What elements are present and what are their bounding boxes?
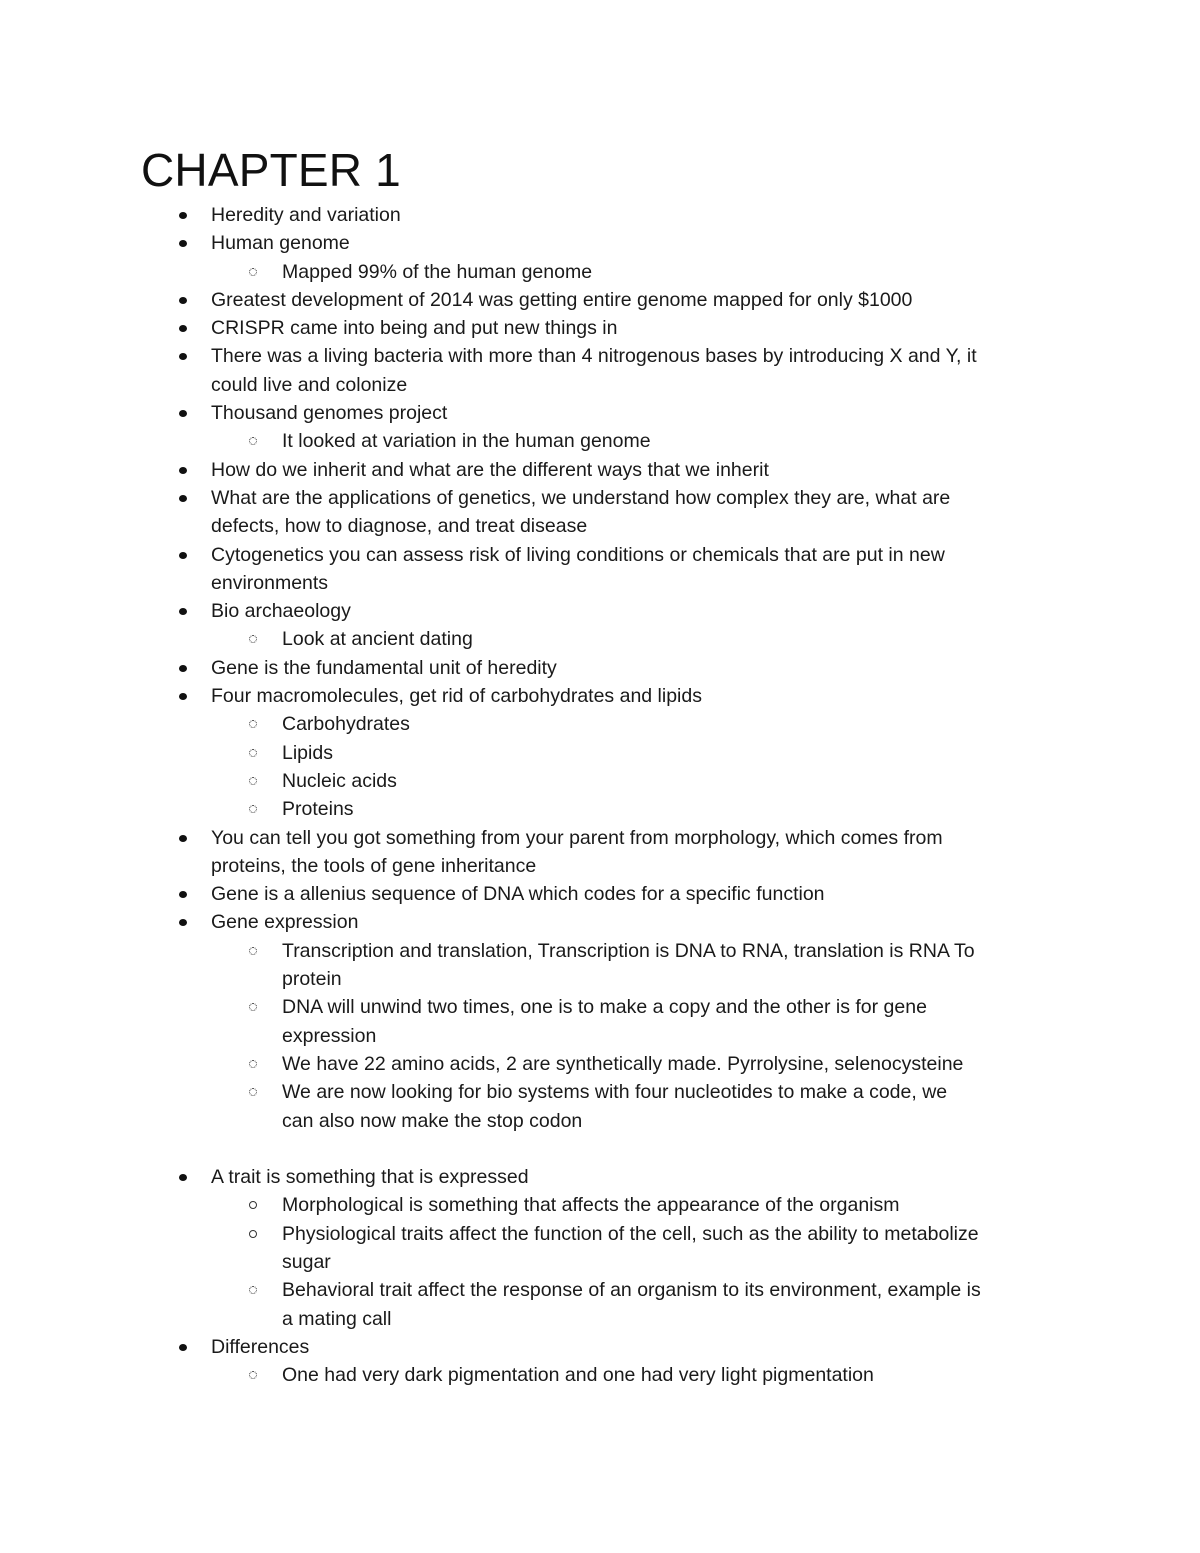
list-item-text: Mapped 99% of the human genome bbox=[282, 260, 593, 283]
list-item-text: expression bbox=[282, 1024, 377, 1047]
list-item-text: A trait is something that is expressed bbox=[211, 1166, 529, 1189]
bullet-disc-icon bbox=[179, 552, 187, 559]
bullet-disc-icon bbox=[179, 693, 187, 700]
list-item bbox=[0, 541, 1200, 569]
list-item-continuation bbox=[0, 371, 1200, 399]
sub-list-item bbox=[0, 1191, 1200, 1219]
list-item-text: Human genome bbox=[211, 232, 350, 255]
bullet-disc-icon bbox=[179, 297, 187, 304]
bullet-circle-icon bbox=[249, 1201, 257, 1209]
bullet-disc-icon bbox=[179, 410, 187, 417]
list-item-text: Gene expression bbox=[211, 911, 359, 934]
bullet-circle-icon bbox=[249, 777, 257, 785]
list-item bbox=[0, 286, 1200, 314]
list-item bbox=[0, 201, 1200, 229]
bullet-circle-icon bbox=[249, 1003, 257, 1011]
list-item bbox=[0, 1333, 1200, 1361]
list-item bbox=[0, 880, 1200, 908]
list-item bbox=[0, 682, 1200, 710]
sub-list-item bbox=[0, 1276, 1200, 1304]
bullet-circle-icon bbox=[249, 720, 257, 728]
sub-list-item bbox=[0, 795, 1200, 823]
bullet-disc-icon bbox=[179, 1344, 187, 1351]
list-item bbox=[0, 342, 1200, 370]
blank-line bbox=[0, 1135, 1200, 1163]
list-item-continuation bbox=[0, 1305, 1200, 1333]
list-item-continuation bbox=[0, 852, 1200, 880]
sub-list-item bbox=[0, 1361, 1200, 1389]
bullet-disc-icon bbox=[179, 891, 187, 898]
bullet-circle-icon bbox=[249, 1060, 257, 1068]
list-item-continuation bbox=[0, 569, 1200, 597]
list-item-text: Heredity and variation bbox=[211, 204, 401, 226]
sub-list-item bbox=[0, 625, 1200, 653]
list-item bbox=[0, 597, 1200, 625]
list-item-text: sugar bbox=[282, 1250, 331, 1273]
list-item-text: DNA will unwind two times, one is to make a copy and the other is for gene bbox=[282, 996, 927, 1019]
list-item-continuation bbox=[0, 1022, 1200, 1050]
list-item-text: proteins, the tools of gene inheritance bbox=[211, 854, 537, 877]
list-item bbox=[0, 654, 1200, 682]
list-item-text: There was a living bacteria with more than 4 nitrogenous bases by introducing X and Y, it bbox=[211, 345, 977, 368]
list-item bbox=[0, 824, 1200, 852]
sub-list-item bbox=[0, 937, 1200, 965]
list-item-text: Physiological traits affect the function of the cell, such as the ability to metabolize bbox=[282, 1222, 979, 1245]
list-item-text: Lipids bbox=[282, 741, 333, 764]
list-item bbox=[0, 399, 1200, 427]
list-item-text: Bio archaeology bbox=[211, 600, 351, 623]
list-item-text: You can tell you got something from your parent from morphology, which comes from bbox=[211, 826, 943, 849]
list-item-text: CRISPR came into being and put new things in bbox=[211, 317, 618, 340]
bullet-disc-icon bbox=[179, 467, 187, 474]
list-item-continuation bbox=[0, 965, 1200, 993]
list-item-text: We are now looking for bio systems with four nucleotides to make a code, we bbox=[282, 1081, 948, 1104]
bullet-disc-icon bbox=[179, 919, 187, 926]
bullet-circle-icon bbox=[249, 1286, 257, 1294]
notes-list bbox=[0, 201, 1200, 1389]
list-item-text: Cytogenetics you can assess risk of living conditions or chemicals that are put in new bbox=[211, 543, 945, 566]
bullet-circle-icon bbox=[249, 1230, 257, 1238]
list-item-text: Carbohydrates bbox=[282, 713, 410, 736]
list-item bbox=[0, 229, 1200, 257]
list-item-text: could live and colonize bbox=[211, 373, 408, 396]
bullet-disc-icon bbox=[179, 665, 187, 672]
sub-list-item bbox=[0, 739, 1200, 767]
sub-list-item bbox=[0, 258, 1200, 286]
bullet-circle-icon bbox=[249, 635, 257, 643]
list-item-text: One had very dark pigmentation and one had very light pigmentation bbox=[282, 1364, 874, 1387]
bullet-circle-icon bbox=[249, 437, 257, 445]
list-item bbox=[0, 484, 1200, 512]
list-item-text: What are the applications of genetics, we understand how complex they are, what are bbox=[211, 486, 951, 509]
bullet-disc-icon bbox=[179, 608, 187, 615]
bullet-disc-icon bbox=[179, 240, 187, 247]
list-item-text: Thousand genomes project bbox=[211, 402, 448, 425]
list-item bbox=[0, 456, 1200, 484]
bullet-disc-icon bbox=[179, 353, 187, 360]
sub-list-item bbox=[0, 1050, 1200, 1078]
sub-list-item bbox=[0, 993, 1200, 1021]
sub-list-item bbox=[0, 1078, 1200, 1106]
list-item-text: Gene is a allenius sequence of DNA which codes for a specific function bbox=[211, 883, 825, 906]
list-item-text: Proteins bbox=[282, 798, 354, 821]
bullet-disc-icon bbox=[179, 495, 187, 502]
bullet-circle-icon bbox=[249, 1371, 257, 1379]
list-item-text: Gene is the fundamental unit of heredity bbox=[211, 656, 557, 679]
bullet-circle-icon bbox=[249, 805, 257, 813]
list-item-text: defects, how to diagnose, and treat disease bbox=[211, 515, 588, 538]
bullet-circle-icon bbox=[249, 268, 257, 276]
list-item-text: Behavioral trait affect the response of an organism to its environment, example is bbox=[282, 1279, 981, 1302]
list-item-continuation bbox=[0, 1107, 1200, 1135]
list-item-text: protein bbox=[282, 968, 342, 991]
list-item-text: We have 22 amino acids, 2 are synthetically made. Pyrrolysine, selenocysteine bbox=[282, 1052, 964, 1075]
list-item-text: Morphological is something that affects the appearance of the organism bbox=[282, 1194, 900, 1217]
bullet-disc-icon bbox=[179, 325, 187, 332]
list-item bbox=[0, 908, 1200, 936]
sub-list-item bbox=[0, 710, 1200, 738]
list-item-text: Four macromolecules, get rid of carbohydrates and lipids bbox=[211, 685, 702, 708]
list-item bbox=[0, 314, 1200, 342]
sub-list-item bbox=[0, 1220, 1200, 1248]
list-item-text: Look at ancient dating bbox=[282, 628, 473, 651]
list-item-continuation bbox=[0, 1248, 1200, 1276]
list-item-text: environments bbox=[211, 571, 329, 594]
list-item-text: Transcription and translation, Transcription is DNA to RNA, translation is RNA To bbox=[282, 939, 975, 962]
bullet-disc-icon bbox=[179, 212, 187, 219]
list-item-text: a mating call bbox=[282, 1307, 392, 1330]
list-item-text: can also now make the stop codon bbox=[282, 1109, 583, 1132]
sub-list-item bbox=[0, 427, 1200, 455]
bullet-circle-icon bbox=[249, 947, 257, 955]
bullet-disc-icon bbox=[179, 1174, 187, 1181]
list-item-text: Greatest development of 2014 was getting entire genome mapped for only $1000 bbox=[211, 288, 913, 311]
bullet-circle-icon bbox=[249, 1088, 257, 1096]
list-item-continuation bbox=[0, 512, 1200, 540]
bullet-circle-icon bbox=[249, 749, 257, 757]
list-item bbox=[0, 1163, 1200, 1191]
list-item-text: How do we inherit and what are the different ways that we inherit bbox=[211, 458, 769, 481]
bullet-disc-icon bbox=[179, 835, 187, 842]
sub-list-item bbox=[0, 767, 1200, 795]
list-item-text: Nucleic acids bbox=[282, 769, 397, 792]
list-item-text: Differences bbox=[211, 1335, 310, 1358]
chapter-title: CHAPTER 1 bbox=[141, 144, 401, 196]
list-item-text: It looked at variation in the human genome bbox=[282, 430, 651, 453]
